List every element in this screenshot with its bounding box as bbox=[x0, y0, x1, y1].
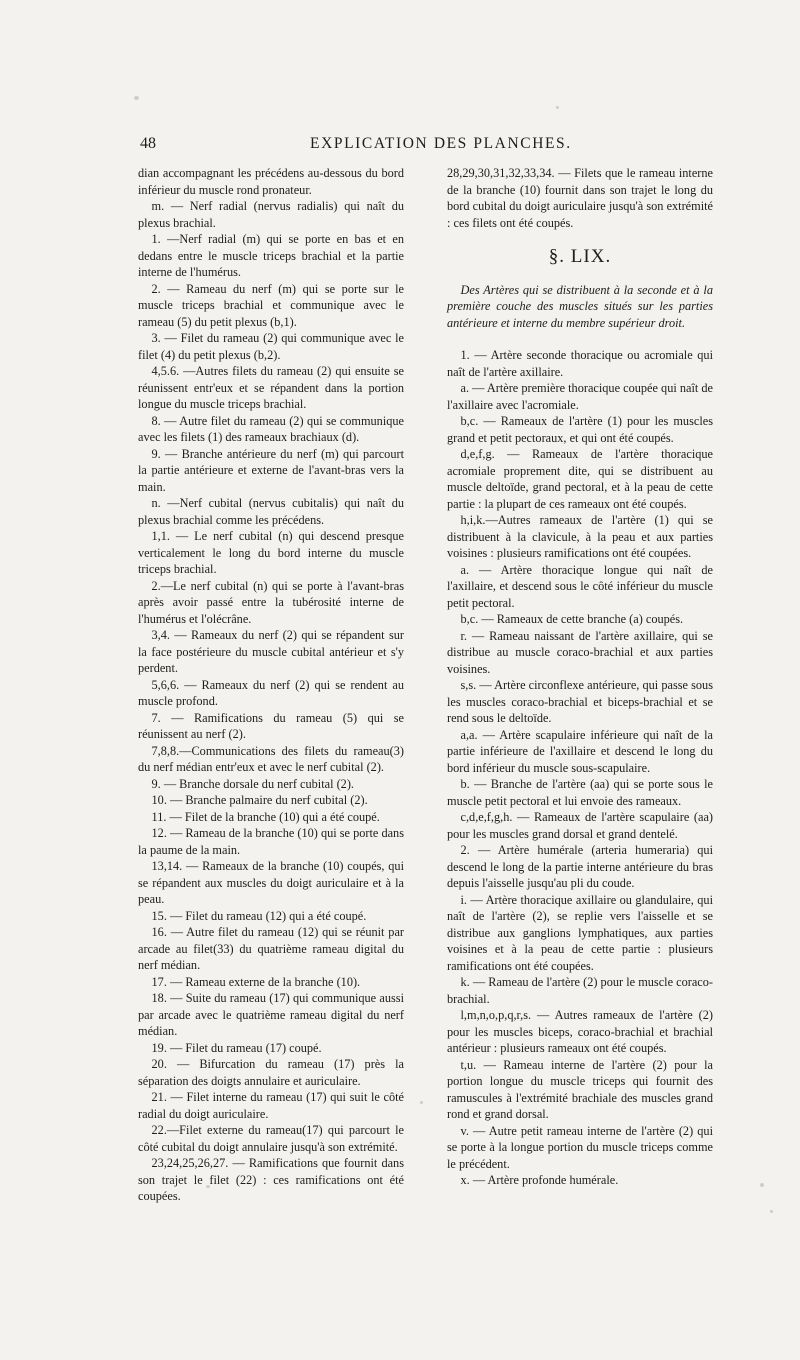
text-paragraph: c,d,e,f,g,h. — Rameaux de l'artère scapulaire (aa) pour les muscles grand dorsal et grand dentelé. bbox=[447, 810, 713, 841]
text-paragraph: 15. — Filet du rameau (12) qui a été coupé. bbox=[151, 908, 367, 923]
text-paragraph: b,c. — Rameaux de l'artère (1) pour les muscles grand et petit pectoraux, et qui ont été coupés. bbox=[447, 414, 713, 445]
left-column bbox=[138, 165, 404, 1205]
text-paragraph: 17. — Rameau externe de la branche (10). bbox=[151, 974, 361, 989]
text-paragraph: 3. — Filet du rameau (2) qui communique avec le filet (4) du petit plexus (b,2). bbox=[138, 331, 404, 362]
text-paragraph: 22.—Filet externe du rameau(17) qui parcourt le côté cubital du doigt annulaire jusqu'à son extrémité. bbox=[138, 1123, 404, 1154]
text-paragraph: 3,4. — Rameaux du nerf (2) qui se répandent sur la face postérieure du muscle cubital antérieur et s'y perdent. bbox=[138, 628, 404, 675]
text-paragraph: r. — Rameau naissant de l'artère axillaire, qui se distribue au muscle coraco-brachial et aux parties voisines. bbox=[447, 628, 713, 676]
text-paragraph: 12. — Rameau de la branche (10) qui se porte dans la paume de la main. bbox=[138, 826, 404, 857]
text-paragraph: 5,6,6. — Rameaux du nerf (2) qui se rendent au muscle profond. bbox=[138, 677, 404, 708]
text-paragraph: h,i,k.—Autres rameaux de l'artère (1) qui se distribuent à la clavicule, à la peau et aux parties voisines : plusieurs ramifications ont été coupées. bbox=[447, 513, 713, 560]
text-paragraph: x. — Artère profonde humérale. bbox=[460, 1173, 619, 1187]
text-paragraph: a,a. — Artère scapulaire inférieure qui naît de la partie inférieure de l'axillaire et descend le long du bord inférieur du muscle sous-scapulaire. bbox=[447, 727, 713, 775]
text-paragraph: k. — Rameau de l'artère (2) pour le muscle coraco-brachial. bbox=[447, 975, 713, 1006]
text-paragraph: 1,1. — Le nerf cubital (n) qui descend presque verticalement le long du bord interne du muscle triceps brachial. bbox=[138, 529, 404, 576]
text-paragraph: n. —Nerf cubital (nervus cubitalis) qui naît du plexus brachial comme les précédens. bbox=[138, 496, 404, 527]
page-title: EXPLICATION DES PLANCHES. bbox=[310, 135, 572, 152]
text-paragraph: i. — Artère thoracique axillaire ou glandulaire, qui naît de l'artère (2), se replie vers l'aisselle et se distribue aux ganglions lymphatiques, aux parties voisines et à la peau de cette partie : plusieurs ramifications ont été coupées. bbox=[447, 892, 713, 973]
text-paragraph: 9. — Branche antérieure du nerf (m) qui parcourt la partie antérieure et externe de l'avant-bras vers la main. bbox=[138, 446, 404, 494]
text-paragraph: 1. —Nerf radial (m) qui se porte en bas et en dedans entre le muscle triceps brachial et la partie interne de l'humérus. bbox=[138, 232, 404, 279]
text-paragraph: 13,14. — Rameaux de la branche (10) coupés, qui se répandent aux muscles du doigt auriculaire et à la peau. bbox=[138, 859, 404, 906]
text-paragraph: dian accompagnant les précédens au-dessous du bord inférieur du muscle rond pronateur. bbox=[138, 166, 404, 197]
text-paragraph: s,s. — Artère circonflexe antérieure, qui passe sous les muscles coraco-brachial et biceps-brachial et se rend sous le deltoïde. bbox=[447, 678, 713, 725]
text-paragraph: 2. — Artère humérale (arteria humeraria) qui descend le long de la partie interne antérieure du bras depuis l'aisselle jusqu'au pli du coude. bbox=[447, 843, 713, 890]
text-paragraph: a. — Artère première thoracique coupée qui naît de l'axillaire avec l'acromiale. bbox=[447, 381, 713, 412]
text-paragraph: 9. — Branche dorsale du nerf cubital (2). bbox=[151, 776, 354, 791]
text-paragraph: b,c. — Rameaux de cette branche (a) coupés. bbox=[460, 612, 684, 626]
section-heading: §. LIX. bbox=[548, 246, 612, 267]
text-paragraph: v. — Autre petit rameau interne de l'artère (2) qui se porte à la longue portion du muscle triceps comme le précédent. bbox=[447, 1123, 713, 1171]
text-paragraph: 7,8,8.—Communications des filets du rameau(3) du nerf médian entr'eux et avec le nerf cubital (2). bbox=[138, 743, 404, 774]
text-paragraph: 1. — Artère seconde thoracique ou acromiale qui naît de l'artère axillaire. bbox=[447, 348, 713, 379]
page-number: 48 bbox=[140, 135, 156, 152]
text-paragraph: l,m,n,o,p,q,r,s. — Autres rameaux de l'artère (2) pour les muscles biceps, coraco-brachial et brachial antérieur : plusieurs rameaux ont été coupés. bbox=[447, 1008, 713, 1055]
text-paragraph: 11. — Filet de la branche (10) qui a été coupé. bbox=[151, 809, 380, 824]
text-paragraph: m. — Nerf radial (nervus radialis) qui naît du plexus brachial. bbox=[138, 199, 404, 230]
text-paragraph: 16. — Autre filet du rameau (12) qui se réunit par arcade au filet(33) du quatrième rameau digital du nerf médian. bbox=[138, 925, 404, 972]
text-paragraph: 20. — Bifurcation du rameau (17) près la séparation des doigts annulaire et auriculaire. bbox=[138, 1057, 404, 1088]
text-paragraph: 18. — Suite du rameau (17) qui communique aussi par arcade avec le quatrième rameau digital du nerf médian. bbox=[138, 991, 404, 1038]
running-head bbox=[140, 135, 714, 155]
right-column bbox=[447, 165, 713, 1189]
text-paragraph: 4,5.6. —Autres filets du rameau (2) qui ensuite se réunissent entr'eux et se répandent dans la portion longue du muscle triceps brachial. bbox=[138, 364, 404, 411]
text-paragraph: 8. — Autre filet du rameau (2) qui se communique avec les filets (1) des rameaux brachiaux (d). bbox=[138, 413, 404, 444]
text-paragraph: t,u. — Rameau interne de l'artère (2) pour la portion longue du muscle triceps qui fournit des ramuscules à l'extrémité brachiale des muscles grand rond et grand dorsal. bbox=[447, 1057, 713, 1121]
text-paragraph: 10. — Branche palmaire du nerf cubital (2). bbox=[151, 793, 368, 807]
text-paragraph: 28,29,30,31,32,33,34. — Filets que le rameau interne de la branche (10) fournit dans son trajet le long du bord cubital du doigt auriculaire jusqu'à son extrémité : ces filets ont été coupés. bbox=[447, 166, 713, 230]
text-paragraph: d,e,f,g. — Rameaux de l'artère thoracique acromiale proprement dite, qui se distribuent au muscle deltoïde, grand pectoral, et à la peau de cette partie : la plupart de ces rameaux ont été coupés. bbox=[447, 447, 713, 511]
text-paragraph: 2. — Rameau du nerf (m) qui se porte sur le muscle triceps brachial et communique avec le rameau (5) du petit plexus (b,1). bbox=[138, 281, 404, 329]
text-paragraph: b. — Branche de l'artère (aa) qui se porte sous le muscle petit pectoral et lui envoie des rameaux. bbox=[447, 777, 713, 808]
text-paragraph: 21. — Filet interne du rameau (17) qui suit le côté radial du doigt auriculaire. bbox=[138, 1090, 404, 1121]
text-paragraph: 19. — Filet du rameau (17) coupé. bbox=[151, 1040, 322, 1055]
text-paragraph: 7. — Ramifications du rameau (5) qui se réunissent au nerf (2). bbox=[138, 710, 404, 741]
text-paragraph: a. — Artère thoracique longue qui naît de l'axillaire, et descend sous le côté inférieur du muscle petit pectoral. bbox=[447, 562, 713, 610]
text-paragraph: 2.—Le nerf cubital (n) qui se porte à l'avant-bras après avoir passé entre la tubérosité interne de l'humérus et l'olécrâne. bbox=[138, 578, 404, 626]
text-paragraph: 23,24,25,26,27. — Ramifications que fournit dans son trajet le filet (22) : ces ramifications ont été coupées. bbox=[138, 1156, 404, 1203]
section-subtitle: Des Artères qui se distribuent à la seconde et à la première couche des muscles situés sur les parties antérieure et interne du membre supérieur droit. bbox=[447, 282, 713, 330]
